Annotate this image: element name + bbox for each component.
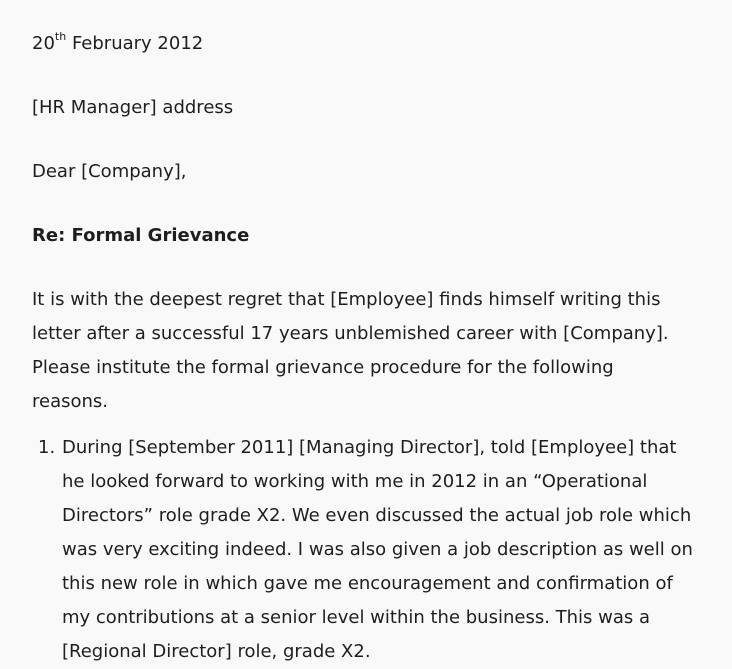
list-item	[32, 431, 708, 669]
list-item-number: 1.	[38, 437, 56, 458]
intro-paragraph: It is with the deepest regret that [Employee] finds himself writing this letter after a successful 17 years unblemished career with [Company]. Please institute the formal grievance procedure for the following reasons.	[32, 289, 669, 412]
subject-line: Re: Formal Grievance	[32, 225, 250, 246]
date-rest: February 2012	[71, 33, 204, 54]
date-suffix: th	[54, 30, 67, 43]
recipient-address: [HR Manager] address	[32, 97, 234, 118]
list-item-text: During [September 2011] [Managing Director], told [Employee] that he looked forward to working with me in 2012 in an “Operational Directors” role grade X2. We even discussed the actual job role which was very exciting indeed. I was also given a job description as well on this new role in which gave me encouragement and confirmation of my contributions at a senior level within the business. This was a [Regional Director] role, grade X2.	[62, 437, 693, 662]
date-day: 20	[32, 33, 55, 54]
salutation: Dear [Company],	[32, 161, 187, 182]
letter-date	[32, 27, 708, 61]
